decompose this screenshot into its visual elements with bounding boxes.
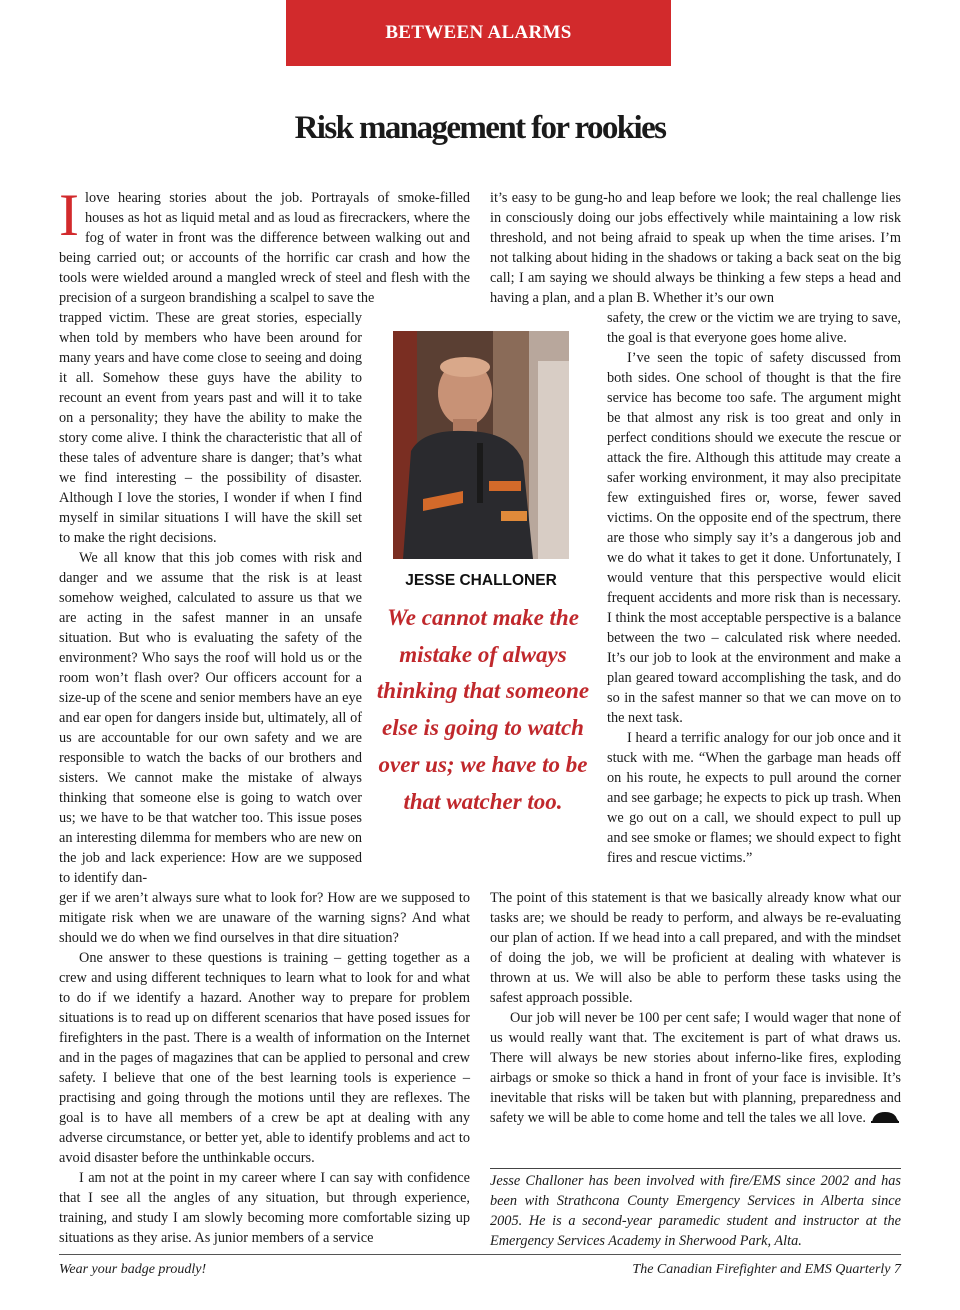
article-title: Risk management for rookies: [294, 110, 666, 146]
paragraph: ger if we aren’t always sure what to look for? How are we supposed to mitigate risk when we are unaware of the warning signs? And what should we do when we find ourselves in that dire situation?: [59, 890, 470, 946]
right-column-top: [490, 188, 901, 308]
footer-slogan: Wear your badge proudly!: [59, 1262, 207, 1277]
helmet-icon: [870, 1110, 900, 1124]
photo-caption: JESSE CHALLONER: [405, 572, 557, 589]
paragraph: I heard a terrific analogy for our job once and it stuck with me. “When the garbage man heads off on his route, he expects to pull around the corner and see garbage; he expects to pick up trash. When we go out on a call, we should expect to pull up and see smoke or flames; we should expect to fight fires and rescue victims.”: [607, 730, 901, 866]
paragraph: We all know that this job comes with risk and danger and we assume that the risk is at least somehow weighed, calculated to assure us that we are acting in the safest manner in an unsafe situation. But who is evaluating the safety of the environment? Who says the roof will hold us or the room won’t flash over? Our officers account for a size-up of the scene and senior members have an eye and ear open for dangers inside but, ultimately, all of us are accountable for our own safety and we are responsible to watch the backs of our brothers and sisters. We cannot make the mistake of always thinking that someone else is going to watch over us; we have to be that watcher too. This issue poses an interesting dilemma for members who are new on the job and lack experience: How are we supposed to identify dan-: [59, 550, 362, 886]
right-column-wrap: [607, 308, 901, 868]
paragraph: The point of this statement is that we basically already know what our tasks are; we should be ready to perform, and always be re-evaluating our plan of action. If we head into a call prepared, and with the mindset of doing the job, we will be proficient at dealing with whatever is thrown at us. We will also be able to perform these tasks using the safest approach possible.: [490, 890, 901, 1006]
left-column-intro: [59, 182, 470, 308]
right-column-bottom: [490, 888, 901, 1128]
left-column-wrap: [59, 308, 362, 888]
pull-quote: We cannot make the mistake of always thinking that someone else is going to watch over us; we have to be that watcher too.: [376, 605, 590, 814]
footer-page-info: The Canadian Firefighter and EMS Quarterly 7: [632, 1262, 901, 1277]
paragraph: One answer to these questions is training – getting together as a crew and using different techniques to learn what to look for and what to do if we identify a hazard. Another way to prepare for problem situations is to read up on different scenarios that have posed issues for firefighters in the past. There is a wealth of information on the Internet and in the pages of magazines that can be applied to personal and crew safety. I believe that one of the best learning tools is experience – practising and going through the motions until they are reflexes. The goal is to have all members of a crew be apt at dealing with any adverse circumstance, or better yet, able to identify problems and act to avoid disaster before the unthinkable occurs.: [59, 950, 470, 1166]
left-column-bottom: [59, 888, 470, 1248]
footer-divider: [59, 1254, 901, 1255]
section-banner: [286, 0, 671, 66]
closing-text: Our job will never be 100 per cent safe; I would wager that none of us would really want that. The excitement is part of what draws us. There will always be new stories about inferno-like fires, exploding airbags or smoke so thick a hand in front of your face is invisible. It’s inevitable that risks will be taken but with planning, preparedness and safety we will be able to come home and tell the tales we all love.: [490, 1010, 901, 1126]
paragraph: trapped victim. These are great stories, especially when told by members who have been around for many years and have come close to seeing and doing it all. Somehow these guys have the ability to recount an event from years past and will it to take on a personality; they have the ability to make the story come alive. I think the characteristic that all of these tales of adventure share is danger; that’s what we find interesting – the possibility of disaster. Although I love the stories, I wonder if when I find myself in similar situations I will have the skill set to make the right decisions.: [59, 310, 362, 546]
paragraph: it’s easy to be gung-ho and leap before we look; the real challenge lies in consciously doing our jobs effectively while maintaining a low risk threshold, and not being afraid to speak up when the time arises. I’m not talking about hiding in the shadows or taking a back seat on the big call; I am saying we should always be thinking a few steps a head and having a plan, and a plan B. Whether it’s our own: [490, 190, 901, 306]
author-photo: [393, 331, 569, 559]
section-label: BETWEEN ALARMS: [385, 22, 572, 43]
intro-text: love hearing stories about the job. Portrayals of smoke-filled houses as hot as liquid metal and as loud as firecrackers, where the fog of water in front was the difference between walking out and being carried out; or accounts of the horrific car crash and how the tools were wielded around a mangled wreck of steel and flesh with the precision of a surgeon brandishing a scalpel to save the: [59, 190, 470, 306]
drop-cap: I: [59, 182, 79, 248]
paragraph: [490, 1008, 901, 1128]
paragraph: safety, the crew or the victim we are trying to save, the goal is that everyone goes home alive.: [607, 310, 901, 346]
paragraph: I am not at the point in my career where I can say with confidence that I see all the angles of any situation, but through experience, training, and study I am slowly becoming more comfortable sizing up situations as they arise. As junior members of a service: [59, 1170, 470, 1246]
paragraph: I’ve seen the topic of safety discussed from both sides. One school of thought is that the fire service has become too safe. The argument might be that almost any risk is too great and only in perfect conditions should we execute the rescue or attack the fire. Although this attitude may create a safer working environment, it may also precipitate few extinguished fires or, worse, fewer saved victims. On the opposite end of the spectrum, there are those who simply say it’s a dangerous job and we do what it takes to get it done. Unfortunately, I would venture that this perspective would elicit frequent accidents and more risk than is necessary. I think the most acceptable perspective is a balance between the two – calculated risk where needed. It’s our job to look at the environment and make a plan geared toward accomplishing the task, and do so in the safest manner so that we can move on to the next task.: [607, 350, 901, 726]
firefighter-portrait-image: [393, 331, 569, 559]
author-bio: Jesse Challoner has been involved with fire/EMS since 2002 and has been with Strathcona County Emergency Services in Alberta since 2005. He is a second-year paramedic student and instructor at the Emergency Services Academy in Sherwood Park, Alta.: [490, 1168, 901, 1251]
